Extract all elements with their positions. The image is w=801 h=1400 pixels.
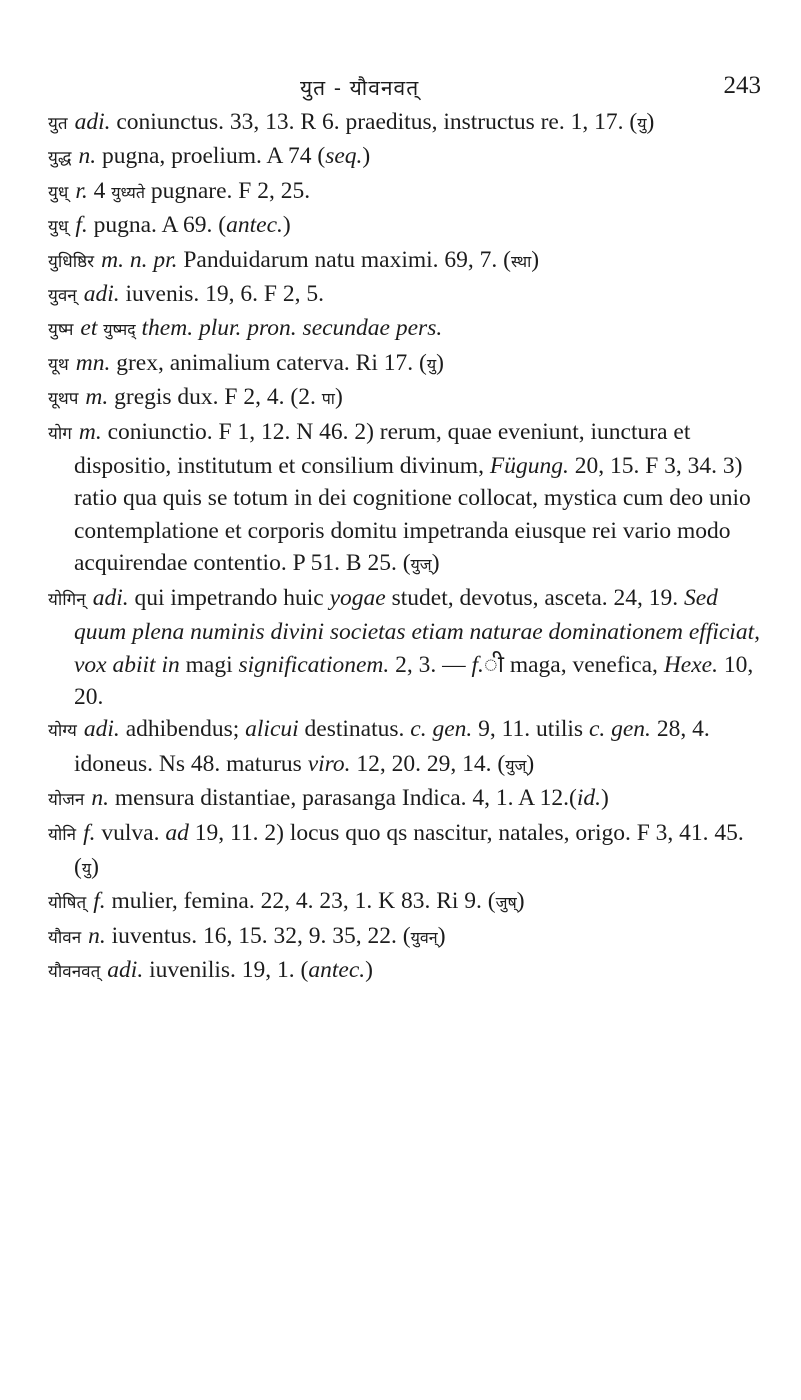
entry-text: Fügung. bbox=[489, 453, 569, 480]
entry-text: magi bbox=[179, 651, 239, 678]
entry-headword: योगिन् bbox=[48, 589, 86, 610]
dictionary-entry bbox=[48, 782, 764, 816]
entry-text: ) bbox=[334, 384, 343, 411]
entry-text: ) bbox=[601, 785, 609, 812]
entry-text: ) bbox=[362, 143, 371, 170]
entry-text: pugnare. F 2, 25. bbox=[144, 177, 311, 204]
entry-text: ) bbox=[431, 550, 440, 577]
devanagari-reference: युवन् bbox=[410, 927, 438, 947]
entry-text: pugna, proelium. A 74 ( bbox=[96, 143, 326, 170]
devanagari-reference: यु bbox=[637, 114, 647, 133]
devanagari-reference: यु bbox=[81, 858, 92, 878]
dictionary-entry bbox=[48, 713, 764, 782]
entry-text: m. bbox=[85, 384, 109, 411]
devanagari-reference: स्था bbox=[511, 251, 532, 271]
entry-text: f. bbox=[471, 651, 484, 678]
entry-text: m. bbox=[78, 418, 102, 445]
entry-text: iuventus. 16, 15. 32, 9. 35, 22. ( bbox=[105, 922, 411, 949]
entry-text: 2, 3. — bbox=[389, 651, 472, 678]
entry-text: adi. bbox=[83, 281, 120, 308]
entry-text: antec. bbox=[226, 212, 283, 239]
entry-text: id. bbox=[576, 785, 601, 812]
dictionary-entry bbox=[48, 817, 764, 886]
entry-text: f. bbox=[75, 212, 88, 239]
entry-text: 4 bbox=[87, 177, 112, 204]
entry-text: adi. bbox=[107, 957, 144, 984]
dictionary-entry bbox=[48, 920, 764, 954]
entry-text: n. bbox=[88, 922, 106, 949]
entry-headword: यौवन bbox=[48, 927, 82, 948]
entry-headword: योग्य bbox=[48, 721, 77, 742]
entry-text: them. plur. pron. secundae pers. bbox=[135, 315, 443, 342]
entry-headword: योनि bbox=[48, 824, 77, 845]
devanagari-reference: जुष् bbox=[495, 893, 517, 913]
entry-text: et bbox=[80, 315, 104, 342]
entry-text: 10, 20. bbox=[74, 651, 754, 710]
dictionary-entry bbox=[48, 954, 764, 988]
entry-text: ) bbox=[436, 349, 444, 376]
entry-text: Hexe. bbox=[663, 651, 718, 678]
entry-text: significationem. bbox=[238, 651, 390, 678]
entry-headword: युद्ध bbox=[48, 148, 72, 169]
dictionary-entry bbox=[48, 582, 764, 714]
devanagari-reference: यु bbox=[426, 354, 437, 374]
entry-headword: युधिष्ठिर bbox=[48, 251, 95, 272]
entry-headword: योजन bbox=[48, 790, 85, 811]
entry-text: adi. bbox=[92, 584, 129, 611]
entry-text: ) bbox=[437, 922, 446, 949]
entry-text: n. bbox=[78, 143, 97, 170]
entry-text: coniunctio. F 1, 12. N 46. 2) rerum, quae eveniunt, iunctura et dispositio, institutum et consilium divinum, bbox=[74, 418, 691, 480]
entry-headword: योषित् bbox=[48, 893, 87, 914]
entry-text: 12, 20. 29, 14. ( bbox=[350, 750, 506, 777]
dictionary-entry bbox=[48, 347, 764, 381]
devanagari-reference: युष्मद् bbox=[103, 320, 136, 340]
entry-text: viro. bbox=[307, 750, 351, 777]
entry-headword: युध् bbox=[48, 182, 69, 203]
entry-text: coniunctus. 33, 13. R 6. praeditus, instructus re. 1, 17. ( bbox=[110, 109, 638, 135]
entry-text: Sed quum plena numinis divini societas etiam naturae dominationem efficiat, vox abiit in bbox=[74, 584, 760, 678]
entry-text: m. n. pr. bbox=[101, 246, 178, 273]
entry-text: vulva. bbox=[95, 819, 166, 846]
running-head: युत - यौवनवत् bbox=[300, 76, 420, 100]
entry-text: qui impetrando huic bbox=[128, 584, 330, 611]
entry-text: c. gen. bbox=[588, 716, 651, 743]
dictionary-entry bbox=[48, 278, 764, 312]
page-number: 243 bbox=[723, 72, 761, 99]
entry-text: ) bbox=[91, 853, 99, 880]
dictionary-entries bbox=[48, 106, 764, 989]
entry-text: adi. bbox=[74, 109, 111, 135]
devanagari-reference: युध्यते bbox=[111, 182, 145, 202]
entry-text: ) bbox=[282, 212, 291, 239]
entry-text: adi. bbox=[83, 716, 120, 743]
dictionary-entry bbox=[48, 209, 764, 243]
entry-text: pugna. A 69. ( bbox=[87, 212, 227, 239]
dictionary-entry bbox=[48, 416, 764, 582]
entry-headword: यौवनवत् bbox=[48, 962, 101, 983]
entry-text: f. bbox=[83, 819, 96, 846]
entry-text: ी maga, venefica, bbox=[483, 651, 664, 678]
entry-text: Panduidarum natu maximi. 69, 7. ( bbox=[177, 246, 512, 273]
entry-text: iuvenis. 19, 6. F 2, 5. bbox=[119, 281, 324, 308]
entry-headword: युत bbox=[48, 114, 68, 134]
entry-text: mulier, femina. 22, 4. 23, 1. K 83. Ri 9. ( bbox=[105, 888, 496, 915]
entry-text: ad bbox=[165, 819, 189, 846]
entry-text: 20, 15. F 3, 34. 3) ratio qua quis se totum in dei cognitione collocat, mystica cum deo unio contemplatione et corporis domitu impetranda eiusque rei vario modo acquirendae contentio. P 51. B 25. ( bbox=[74, 453, 751, 577]
entry-text: grex, animalium caterva. Ri 17. ( bbox=[110, 349, 427, 376]
entry-text: r. bbox=[75, 177, 88, 204]
entry-text: 9, 11. utilis bbox=[472, 716, 589, 743]
entry-text: ) bbox=[646, 109, 655, 135]
entry-text: 28, 4. idoneus. Ns 48. maturus bbox=[74, 716, 710, 777]
entry-text: yogae bbox=[329, 584, 386, 611]
entry-headword: योग bbox=[48, 423, 72, 444]
devanagari-reference: पा bbox=[321, 389, 335, 409]
entry-text: f. bbox=[93, 888, 106, 915]
dictionary-entry bbox=[48, 312, 764, 346]
entry-text: seq. bbox=[325, 143, 363, 170]
entry-text: n. bbox=[91, 785, 109, 812]
entry-text: alicui bbox=[245, 716, 299, 743]
entry-text: mensura distantiae, parasanga Indica. 4, 1. A 12.( bbox=[108, 785, 577, 812]
dictionary-entry bbox=[48, 244, 764, 278]
entry-text: ) bbox=[526, 750, 535, 777]
entry-text: ) bbox=[531, 246, 540, 273]
entry-text: gregis dux. F 2, 4. (2. bbox=[108, 384, 322, 411]
devanagari-reference: युज् bbox=[505, 755, 527, 775]
entry-headword: युष्म bbox=[48, 320, 74, 341]
dictionary-entry bbox=[48, 885, 764, 919]
entry-text: adhibendus; bbox=[119, 716, 246, 743]
entry-headword: यूथप bbox=[48, 389, 79, 410]
dictionary-entry bbox=[48, 140, 764, 174]
entry-text: studet, devotus, asceta. 24, 19. bbox=[385, 584, 684, 611]
dictionary-entry bbox=[48, 381, 764, 415]
entry-text: ) bbox=[516, 888, 525, 915]
entry-text: mn. bbox=[75, 349, 111, 376]
entry-text: ) bbox=[365, 957, 373, 984]
entry-headword: युध् bbox=[48, 217, 69, 238]
entry-text: destinatus. bbox=[298, 716, 411, 743]
dictionary-entry bbox=[48, 175, 764, 209]
entry-text: c. gen. bbox=[410, 716, 473, 743]
devanagari-reference: युज् bbox=[410, 555, 432, 575]
dictionary-entry bbox=[48, 106, 764, 140]
entry-text: iuvenilis. 19, 1. ( bbox=[143, 957, 309, 984]
entry-text: 19, 11. 2) locus quo qs nascitur, natales, origo. F 3, 41. 45. ( bbox=[74, 819, 744, 880]
entry-headword: यूथ bbox=[48, 354, 69, 375]
entry-text: antec. bbox=[308, 957, 366, 984]
entry-headword: युवन् bbox=[48, 286, 77, 307]
